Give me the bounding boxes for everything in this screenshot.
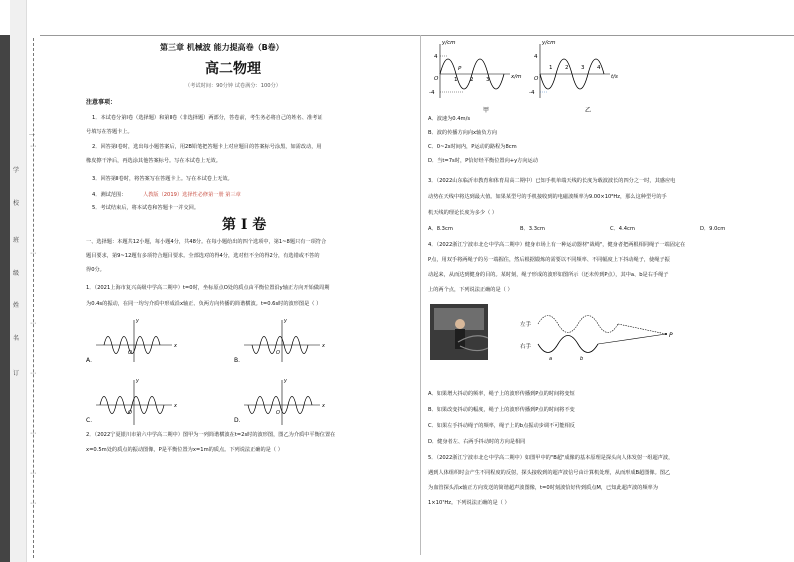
binding-side-mark-5: ⋯: [30, 430, 36, 437]
q3-option: B．3.3cm: [520, 226, 545, 232]
binding-side-mark-zhuang: ⋯: [30, 250, 36, 257]
note-line: 3．回答第Ⅱ卷时，将答案写在答题卡上。写在本试卷上无效。: [92, 176, 233, 182]
binding-dark-bar: [0, 35, 10, 562]
y-axis-label: y: [136, 318, 139, 324]
question-2-figure: [425, 36, 625, 116]
graph-jia: [429, 40, 521, 98]
section-intro: 得0分。: [86, 267, 105, 273]
q2-option: D．当t=7s时，P恰好经平衡位置向+y方向运动: [428, 158, 538, 164]
chapter-title: 第三章 机械波 能力提高卷（B卷）: [160, 43, 284, 52]
q4-option: B．如果改变抖动的幅度，绳子上的波形传播到P点的时间将不变: [428, 407, 575, 413]
q2-option: B．波的传播方向向x轴负方向: [428, 130, 497, 136]
binding-glyph: 姓: [13, 302, 20, 309]
top-rule: [40, 35, 794, 36]
binding-side-mark-outer: ⋯: [30, 143, 36, 150]
graph2-tick: 1: [549, 65, 553, 71]
binding-side-mark-ding: ⋯: [30, 370, 36, 377]
binding-light-bar: [10, 0, 27, 562]
graph2-tick: 4: [597, 65, 601, 71]
question-3-text: 3．（2022山东临沂市教育和体育局高二期中）已知手机单端天线的长度为载波波长的四分之一时，其感应电: [428, 178, 676, 184]
graph2-tick: 3: [581, 65, 585, 71]
question-3-text: 机天线的理论长度为多少（ ）: [428, 210, 498, 216]
binding-side-mark-7: ⋯: [30, 320, 36, 327]
left-rope-wave: [538, 316, 618, 333]
graph2-y-neg: -4: [529, 90, 535, 96]
point-a-label: a: [549, 356, 553, 362]
question-5-text: 为血管探头沿x轴正方向发送的简谐超声波图像，t=0时刻波恰好传到质点M，已知此超声波的频率为: [428, 485, 658, 491]
graph1-point: P: [458, 66, 462, 72]
question-1-options-figure: [86, 310, 416, 430]
question-1-text: 为0.4s的振动，在同一均匀介质中形成沿x轴正、负两方向传播的简谐横波。t=0.6s时的波形图是（ ）: [86, 301, 322, 307]
graph1-tick: 2: [470, 77, 474, 83]
graph1-xlabel: x/m: [511, 74, 522, 80]
binding-glyph: 订: [13, 370, 20, 377]
q4-option: A．如果增大抖动的频率，绳子上的波形传播到P点的时间将变短: [428, 391, 575, 397]
q2-option: A．波速为0.4m/s: [428, 116, 471, 122]
q4-option: D．健身者左、右两手抖动时的方向是相同: [428, 439, 526, 445]
option-b-graph: [244, 318, 325, 362]
option-b-label: B．: [234, 357, 245, 364]
point-p: [665, 333, 667, 335]
question-4-text: 上的两个点，下列说法正确的是（ ）: [428, 287, 513, 293]
q3-option: A．8.3cm: [428, 226, 453, 232]
section-title: 第 Ⅰ 卷: [222, 217, 267, 233]
question-4-text: 动起来，从而达到健身的目的。某时刻，绳子形成的波形如图所示（还未传到P点），其中a、b是右手绳子: [428, 272, 669, 278]
origin-label: O: [276, 410, 280, 416]
question-5-text: 1×10⁷Hz。下列说法正确的是（ ）: [428, 500, 510, 506]
q4-option: C．如果左手抖动绳子的频率，绳子上的b点振动步调不可能相反: [428, 423, 575, 429]
notes-heading: 注意事项：: [86, 99, 117, 106]
x-axis-label: x: [174, 403, 177, 409]
point-b-label: b: [580, 356, 584, 362]
binding-glyph: 名: [13, 335, 20, 342]
question-4-text: P点，用双手将两绳子的另一端握住，然后根据锻炼的需要以不同频率、不同幅度上下抖动绳子，使绳子振: [428, 257, 670, 263]
question-2-text: 2．（2022宁夏银川市第六中学高二期中）图甲为一列简谐横波在t=2s时的波形图，图乙为介质中平衡位置在: [86, 432, 336, 438]
y-axis-label: y: [284, 378, 287, 384]
binding-strip: [0, 0, 40, 562]
binding-glyph: 级: [13, 270, 20, 277]
origin-label: O: [276, 350, 280, 356]
section-intro: 题目要求，第9~12题有多项符合题目要求。全部选对的得4分，选对但不全的得2分，有选错或不答的: [86, 253, 320, 259]
option-a-graph: [96, 318, 177, 362]
note-line: 1．本试卷分第Ⅰ卷（选择题）和第Ⅱ卷（非选择题）两部分，答卷前，考生务必将自己的姓名、准考证: [92, 115, 323, 121]
graph1-origin: O: [434, 76, 439, 82]
question-4-text: 4．（2022浙江宁波市北仑中学高二期中）健身市场上有一种运动器材"战绳"，健身者把两根相同绳子一端固定在: [428, 242, 686, 248]
test-range: 人教版（2019）选择性必修第一册 第三章: [143, 192, 241, 198]
question-5-text: 遇到人体组织时会产生不同程度的反射，探头接收到的超声波信号由计算机处理，从而形成B超图像。图乙: [428, 470, 671, 476]
graph2-origin: O: [534, 76, 539, 82]
subject-title: 高二物理: [205, 61, 261, 77]
note-line: 4．测试范围：: [92, 192, 127, 198]
graph1-tick: 3: [486, 77, 490, 83]
question-3-text: 动势在天线中将达到最大值。如果某型号的手机接收到的电磁波频率为9.00×10⁸Hz，那么这种型号的手: [428, 194, 667, 200]
binding-glyph: 校: [13, 200, 20, 207]
q3-option: D．9.0cm: [700, 226, 726, 232]
q3-option: C．4.4cm: [610, 226, 635, 232]
question-2-text: x=0.5m处的质点的振动图像，P是平衡位置为x=1m的质点。下列说法正确的是（ ）: [86, 447, 283, 453]
binding-cut-line: [33, 38, 34, 558]
graph2-tick: 2: [565, 65, 569, 71]
x-axis-label: x: [322, 343, 325, 349]
note-line: 5．考试结束后，将本试卷和答题卡一并交回。: [92, 205, 200, 211]
right-hand-label: 右手: [520, 344, 532, 350]
question-5-text: 5．（2022浙江宁波市北仑中学高二期中）如图甲中的"B超"成像的基本原理是探头向人体发射一组超声波，: [428, 455, 674, 461]
binding-glyph: 学: [13, 167, 20, 174]
gym-photo: [430, 304, 488, 360]
y-axis-label: y: [284, 318, 287, 324]
graph1-y-value: 4: [434, 54, 438, 60]
origin-label: O: [128, 410, 132, 416]
caption-jia: 甲: [483, 107, 490, 114]
battle-rope-figure: [430, 302, 680, 364]
q2-option: C．0~2s时间内，P运动的路程为8cm: [428, 144, 517, 150]
point-p-label: P: [669, 332, 673, 339]
graph2-ylabel: y/cm: [542, 40, 556, 46]
y-axis-label: y: [136, 378, 139, 384]
x-axis-label: x: [322, 403, 325, 409]
note-line: 橡皮擦干净后，再选涂其他答案标号。写在本试卷上无效。: [86, 158, 221, 164]
binding-glyph: 班: [13, 237, 20, 244]
graph1-y-neg: -4: [429, 90, 435, 96]
option-d-graph: [244, 378, 325, 425]
graph1-tick: 1: [454, 77, 458, 83]
graph1-ylabel: y/cm: [442, 40, 456, 46]
caption-yi: 乙: [585, 107, 592, 114]
column-divider: [420, 35, 421, 555]
right-rope-wave: [538, 336, 598, 353]
rope-tail-upper: [618, 324, 666, 334]
option-c-label: C．: [86, 417, 97, 424]
graph2-y-value: 4: [534, 54, 538, 60]
question-1-text: 1．（2021上海市复兴高级中学高二期中）t=0时，坐标原点O处的质点由平衡位置沿y轴正方向开始做周期: [86, 285, 330, 291]
option-d-label: D．: [234, 417, 245, 424]
binding-side-mark-end: ⋯: [30, 500, 36, 507]
note-line: 2．回答第Ⅰ卷时，选出每小题答案后，用2B铅笔把答题卡上对应题目的答案标号涂黑，如需改动，用: [92, 144, 322, 150]
graph2-xlabel: t/s: [611, 74, 618, 80]
option-c-graph: [96, 378, 177, 425]
note-line: 号填写在答题卡上。: [86, 129, 133, 135]
x-axis-label: x: [174, 343, 177, 349]
option-a-label: A．: [86, 357, 97, 364]
rope-tail-lower: [598, 334, 666, 344]
left-hand-label: 左手: [520, 322, 532, 328]
exam-info: （考试时间：90分钟 试卷满分：100分）: [185, 83, 281, 89]
binding-side-mark: …: [29, 130, 35, 137]
binding-side-mark-xian: ⋯: [30, 470, 36, 477]
origin-label: O: [128, 350, 132, 356]
section-intro: 一、选择题：本题共12小题，每小题4分，共48分。在每小题给出的四个选项中，第1~8题只有一项符合: [86, 239, 327, 245]
graph-yi: [529, 40, 618, 98]
